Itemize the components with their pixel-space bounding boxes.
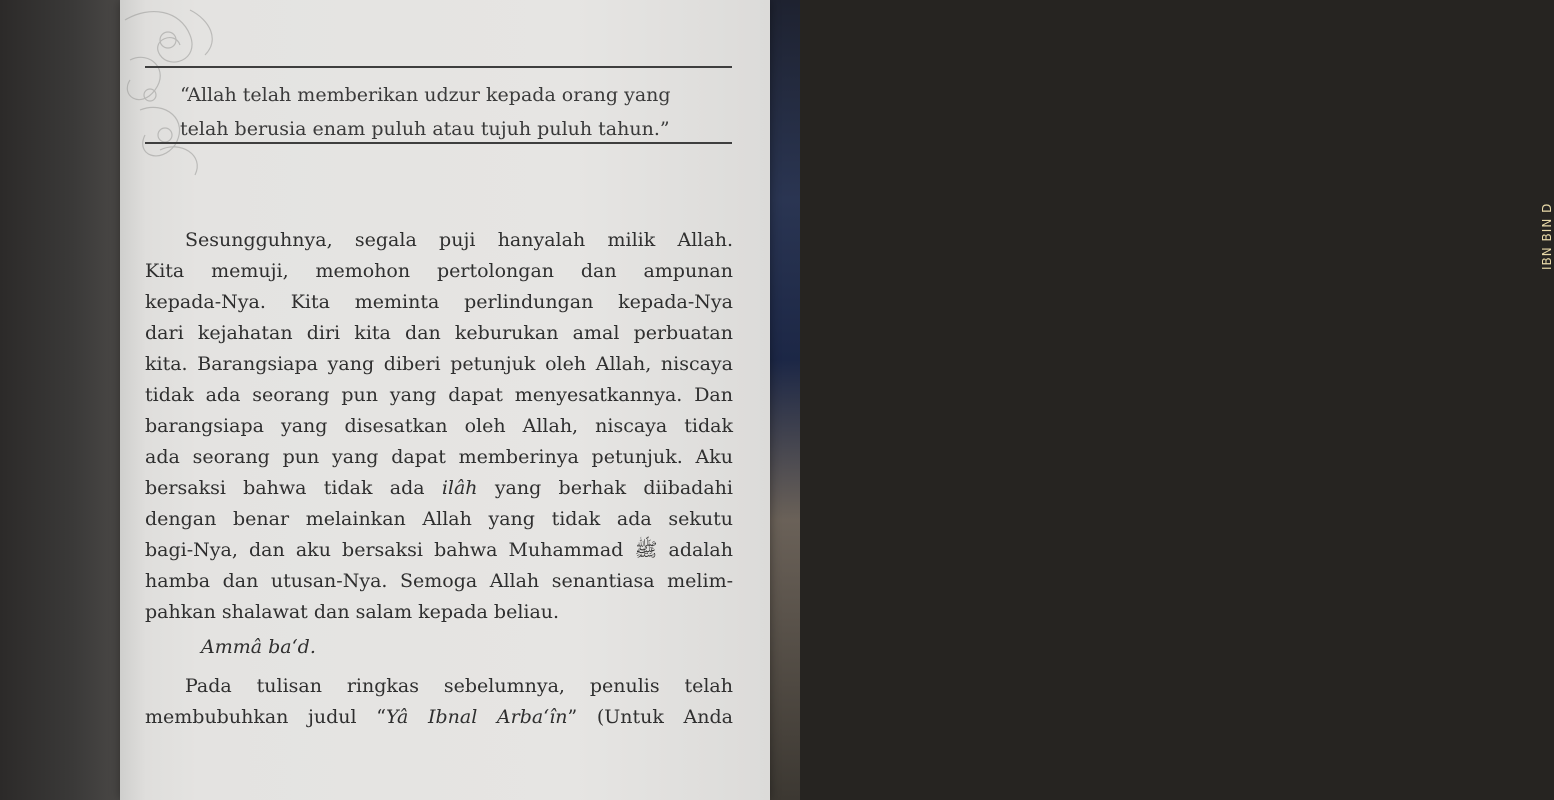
book-spine-text: IBN BIN D — [1540, 202, 1554, 270]
quote-line: telah berusia enam puluh atau tujuh puluh tahun.” — [180, 118, 670, 140]
text-line: hamba dan utusan-Nya. Semoga Allah senantiasa melim- — [145, 570, 733, 592]
text-line: dengan benar melainkan Allah yang tidak ada sekutu — [145, 508, 733, 530]
book-page — [120, 0, 770, 800]
top-rule — [145, 66, 732, 68]
amma-bad: Ammâ ba‘d. — [201, 636, 316, 658]
text-line: Kita memuji, memohon pertolongan dan ampunan — [145, 260, 733, 282]
text-line: dari kejahatan diri kita dan keburukan amal perbuatan — [145, 322, 733, 344]
text-segment: yang berhak diibadahi — [477, 477, 733, 499]
text-line — [145, 473, 733, 504]
text-line: pahkan shalawat dan salam kepada beliau. — [145, 601, 560, 623]
text-line: Sesungguhnya, segala puji hanyalah milik Allah. — [185, 229, 733, 251]
text-segment: bersaksi bahwa tidak ada — [145, 477, 442, 499]
background-books — [768, 0, 1554, 800]
quote-block — [180, 78, 720, 146]
text-line: bagi-Nya, dan aku bersaksi bahwa Muhammad ﷺ adalah — [145, 539, 733, 561]
background-left — [0, 0, 120, 800]
bottom-rule — [145, 142, 732, 144]
italic-title: Yâ Ibnal Arba‘în — [385, 706, 568, 728]
text-line: barangsiapa yang disesatkan oleh Allah, niscaya tidak — [145, 415, 733, 437]
text-line: Pada tulisan ringkas sebelumnya, penulis telah — [185, 675, 733, 697]
quote-line: “Allah telah memberikan udzur kepada orang yang — [180, 84, 671, 106]
body-text — [145, 225, 733, 733]
text-line: kita. Barangsiapa yang diberi petunjuk oleh Allah, niscaya — [145, 353, 733, 375]
italic-term: ilâh — [441, 477, 478, 499]
text-line — [145, 702, 733, 733]
text-line: kepada-Nya. Kita meminta perlindungan kepada-Nya — [145, 291, 733, 313]
text-line: ada seorang pun yang dapat memberinya petunjuk. Aku — [145, 446, 733, 468]
text-segment: ” (Untuk Anda — [567, 706, 733, 728]
text-segment: membubuhkan judul “ — [145, 706, 386, 728]
text-line: tidak ada seorang pun yang dapat menyesatkannya. Dan — [145, 384, 733, 406]
